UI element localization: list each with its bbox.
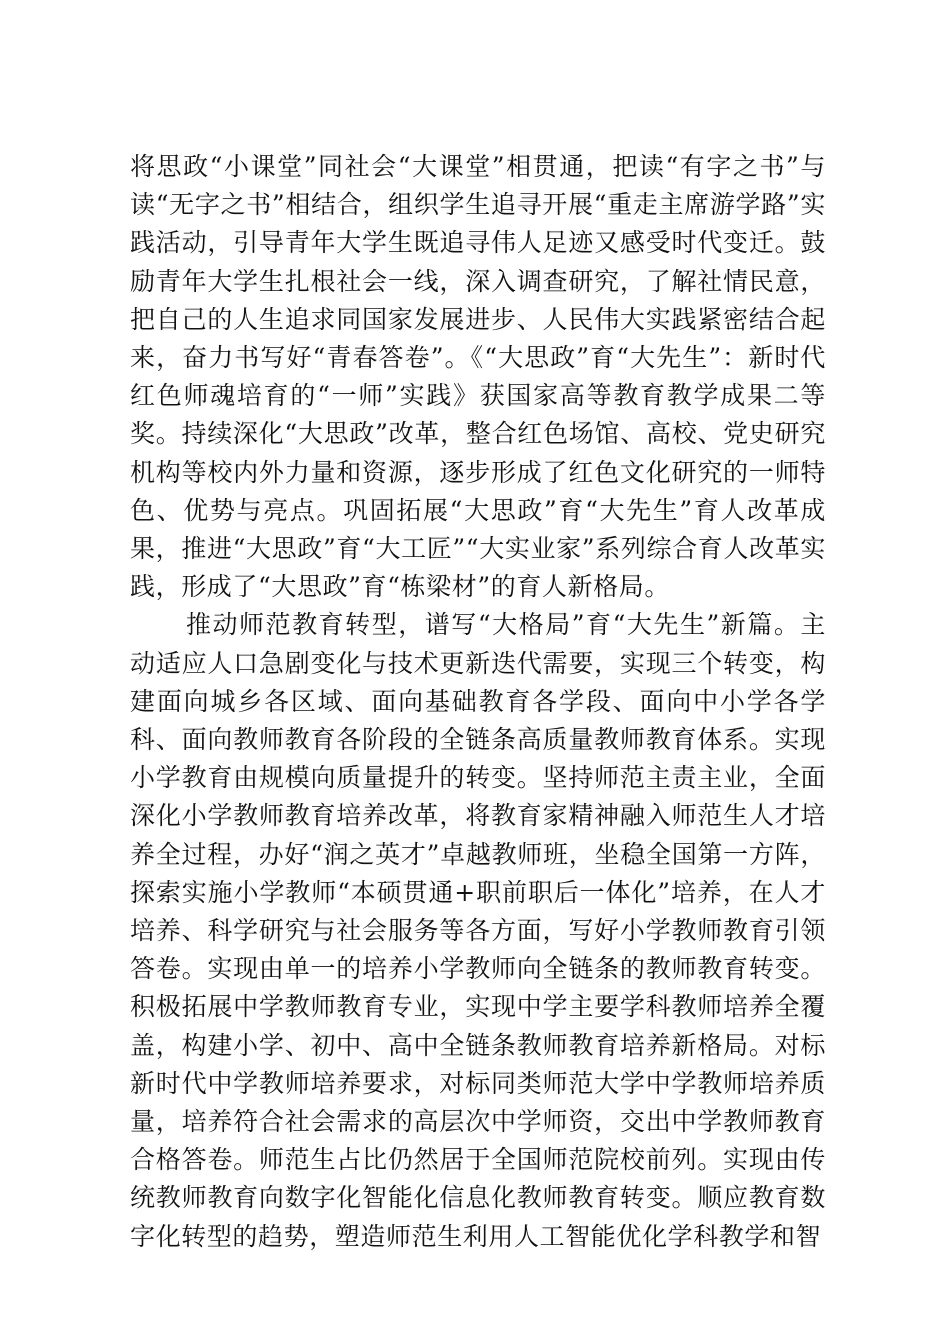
paragraph-red-culture-practice: 将思政“小课堂”同社会“大课堂”相贯通，把读“有字之书”与读“无字之书”相结合，组织学生追寻开展“重走主席游学路”实践活动，引导青年大学生既追寻伟人足迹又感受时代变迁。鼓励青年大学生扎根社会一线，深入调查研究，了解社情民意，把自己的人生追求同国家发展进步、人民伟大实践紧密结合起来，奋力书写好“青春答卷”。《“大思政”育“大先生”：新时代红色师魂培育的“一师”实践》获国家高等教育教学成果二等奖。持续深化“大思政”改革，整合红色场馆、高校、党史研究机构等校内外力量和资源，逐步形成了红色文化研究的一师特色、优势与亮点。巩固拓展“大思政”育“大先生”育人改革成果，推进“大思政”育“大工匠”“大实业家”系列综合育人改革实践，形成了“大思政”育“栋梁材”的育人新格局。: [130, 152, 826, 602]
document-body: [130, 148, 826, 1256]
paragraph-normal-education-transformation: 推动师范教育转型，谱写“大格局”育“大先生”新篇。主动适应人口急剧变化与技术更新迭代需要，实现三个转变，构建面向城乡各区域、面向基础教育各学段、面向中小学各学科、面向教师教育各阶段的全链条高质量教师教育体系。实现小学教育由规模向质量提升的转变。坚持师范主责主业，全面深化小学教师教育培养改革，将教育家精神融入师范生人才培养全过程，办好“润之英才”卓越教师班，坐稳全国第一方阵，探索实施小学教师“本硕贯通+职前职后一体化”培养，在人才培养、科学研究与社会服务等各方面，写好小学教师教育引领答卷。实现由单一的培养小学教师向全链条的教师教育转变。积极拓展中学教师教育专业，实现中学主要学科教师培养全覆盖，构建小学、初中、高中全链条教师教育培养新格局。对标新时代中学教师培养要求，对标同类师范大学中学教师培养质量，培养符合社会需求的高层次中学师资，交出中学教师教育合格答卷。师范生占比仍然居于全国师范院校前列。实现由传统教师教育向数字化智能化信息化教师教育转变。顺应教育数字化转型的趋势，塑造师范生利用人工智能优化学科教学和智: [130, 610, 826, 1251]
